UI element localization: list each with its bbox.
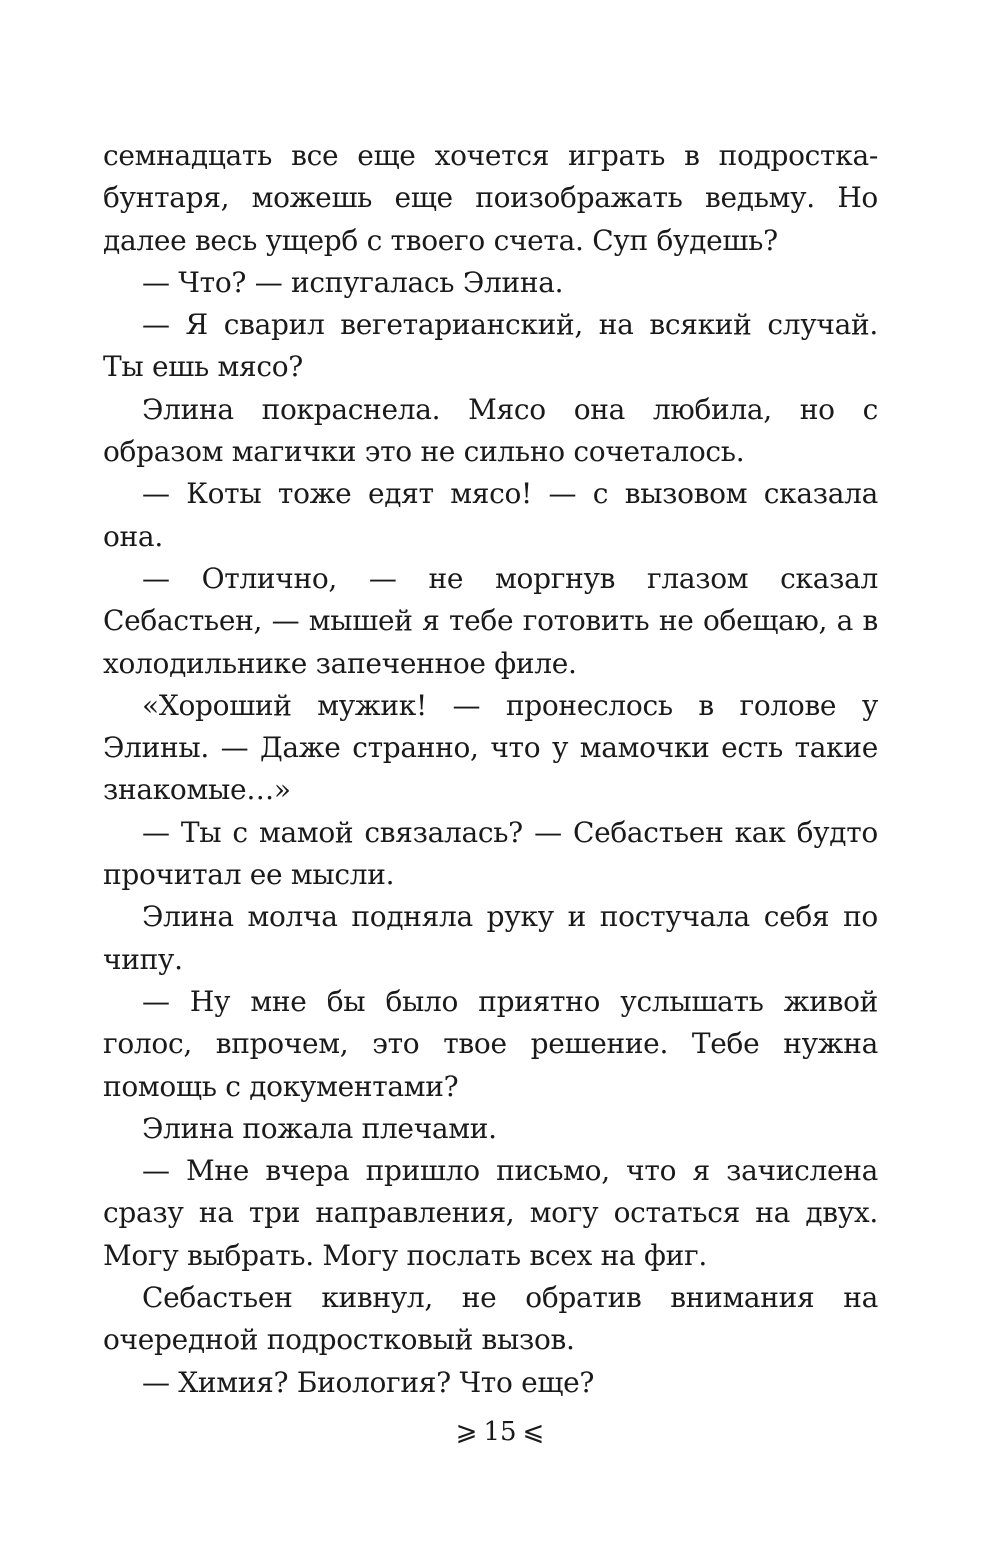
paragraph: Себастьен кивнул, не обратив внимания на очередной подростковый вызов.	[103, 1281, 878, 1357]
paragraph: «Хороший мужик! — пронеслось в голове у Элины. — Даже странно, что у мамочки есть такие знакомые…»	[103, 688, 878, 807]
paragraph: Элина пожала плечами.	[142, 1111, 497, 1145]
paragraph: — Химия? Биология? Что еще?	[142, 1365, 595, 1399]
paragraph: Элина покраснела. Мясо она любила, но с образом магички это не сильно сочеталось.	[103, 392, 878, 469]
folio-left-ornament: ⩾	[455, 1417, 478, 1447]
body-text	[103, 135, 878, 1404]
paragraph: — Коты тоже едят мясо! — с вызовом сказала она.	[103, 477, 878, 553]
paragraph: — Ты с мамой связалась? — Себастьен как будто прочитал ее мысли.	[103, 815, 878, 892]
paragraph: — Отлично, — не моргнув глазом сказал Себастьен, — мышей я тебе готовить не обещаю, а в холодильнике запеченное филе.	[103, 561, 878, 680]
folio-right-ornament: ⩽	[522, 1417, 545, 1447]
paragraph: Элина молча подняла руку и постучала себя по чипу.	[103, 900, 878, 976]
paragraph: семнадцать все еще хочется играть в подростка-бунтаря, можешь еще поизображать ведьму. Но далее весь ущерб с твоего счета. Суп будешь?	[103, 139, 878, 257]
paragraph: — Что? — испугалась Элина.	[142, 265, 564, 299]
paragraph: — Ну мне бы было приятно услышать живой голос, впрочем, это твое решение. Тебе нужна помощь с документами?	[103, 984, 878, 1103]
paragraph: — Мне вчера пришло письмо, что я зачислена сразу на три направления, могу остаться на двух. Могу выбрать. Могу послать всех на фиг.	[103, 1154, 878, 1272]
paragraph: — Я сварил вегетарианский, на всякий случай. Ты ешь мясо?	[103, 308, 878, 384]
page-number: 15	[483, 1417, 517, 1447]
page-folio	[0, 1412, 1000, 1452]
